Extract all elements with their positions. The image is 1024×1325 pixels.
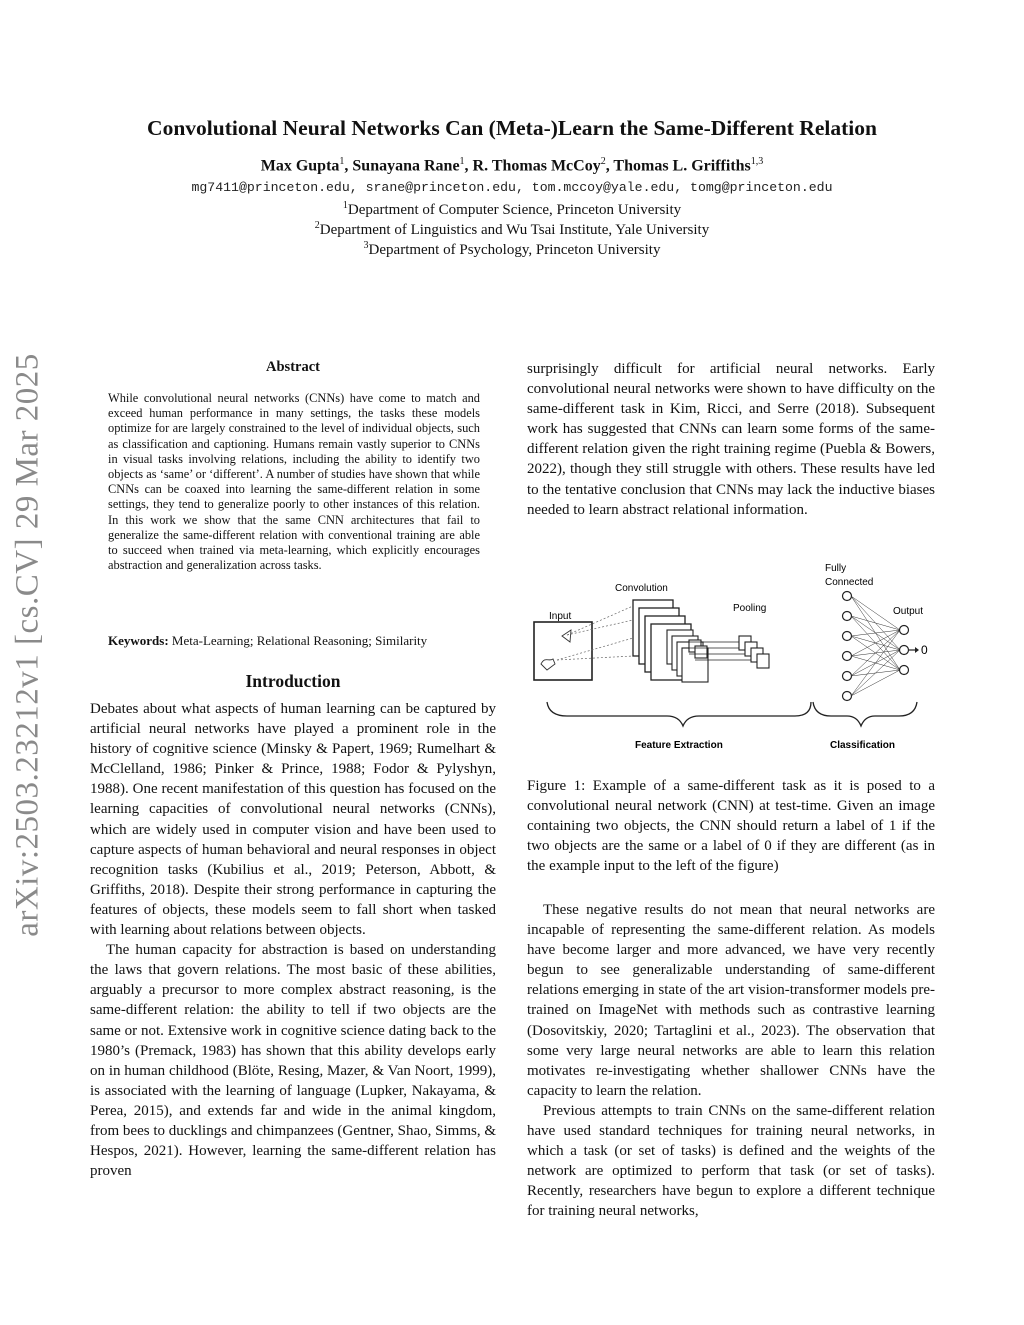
right-paragraph-top: surprisingly difficult for artificial neural networks. Early convolutional neural networks were shown to have difficulty on the same-different task in Kim, Ricci, and Serre (2018). Subsequent work has suggested that CNNs can learn some forms of the same-different relation given the right training regime (Puebla & Bowers, 2022), though they still struggle with others. These results have led to the tentative conclusion that CNNs may lack the inductive biases needed to learn abstract relational information. [527,361,935,518]
author-sup: 1 [339,156,345,167]
feature-extraction-brace [547,702,811,726]
affiliation-sup: 1 [342,200,348,211]
affiliation-sup: 3 [363,240,369,251]
abstract-text: While convolutional neural networks (CNNs) have come to match and exceed human performance in many settings, the tasks these models optimize for are largely constrained to the level of individual objects, such as classification and captioning. Humans remain vastly superior to CNNs in visual tasks involving relations, including the ability to identify two objects as ‘same’ or ‘different’. A number of studies have shown that while CNNs can be coaxed into learning the same-different relation in some settings, they tend to generalize poorly to other instances of this relation. In this work we show that the same CNN architectures that fail to generalize the same-different relation with conventional training are able to succeed when trained via meta-learning, which explicitly encourages abstraction and generalization across tasks. [108,391,480,573]
label-fully: Fully [825,563,847,574]
input-image-box [534,622,592,680]
affiliation-text: Department of Psychology, Princeton University [368,242,661,258]
right-column-top [527,359,935,520]
right-paragraph-bottom: Previous attempts to train CNNs on the same-different relation have used standard techniques for training neural networks, in which a task (or set of tasks) is defined and the weights of the network are optimized to perform that task (or set of tasks). Recently, researchers have begun to explore a different technique for training neural networks, [527,1102,935,1220]
intro-column [90,699,496,1181]
output-arrow-head [915,647,919,653]
section-heading-introduction: Introduction [245,671,341,691]
cnn-diagram [527,560,935,760]
affiliation-text: Department of Computer Science, Princeton University [347,202,682,218]
abstract-heading: Abstract [266,359,320,375]
affiliation [0,220,1024,239]
classification-brace [813,702,917,726]
pool-output-stack [739,636,769,668]
author-name: R. Thomas McCoy [472,157,601,175]
label-classification: Classification [830,740,896,751]
author-emails: mg7411@princeton.edu, srane@princeton.edu, tom.mccoy@yale.edu, tomg@princeton.edu [191,180,833,195]
keywords [108,633,480,649]
label-input: Input [549,611,572,622]
intro-paragraph-1: Debates about what aspects of human learning can be captured by artificial neural networks have played a prominent role in the history of cognitive science (Minsky & Papert, 1969; Rumelhart & McClelland, 1986; Pinker & Prince, 1988; Fodor & Pylyshyn, 1988). One recent manifestation of this question has focused on the learning capacities of convolutional neural networks (CNNs), which are widely used in computer vision and have been used to capture aspects of human behavioral and neural responses in object recognition tasks (Kubilius et al., 2019; Peterson, Abbott, & Griffiths, 2018). Despite their strong performance in capturing the features of objects, these models seem to fall short when tasked with learning about relations between objects. [90,701,496,939]
fully-connected-layer [843,592,852,701]
label-connected: Connected [825,577,874,588]
intro-paragraph-2: The human capacity for abstraction is based on understanding the laws that govern relations. The most basic of these abilities, arguably a precursor to more complex abstract reasoning, is the same-different relation: the ability to tell if two objects are the same or not. Extensive work in cognitive science dating back to the 1980’s (Premack, 1983) has shown that this ability develops early on in human childhood (Blöte, Resing, Mazer, & Van Noort, 1999), is associated with the learning of language (Lupker, Nakayama, & Perea, 2015), and extends far and wide in the animal kingdom, from bees to ducklings and chimpanzees (Gentner, Shao, Simms, & Hespos, 2021). However, learning the same-different relation has proven [90,942,496,1180]
label-convolution: Convolution [615,583,668,594]
affiliation-sup: 2 [314,220,320,231]
label-feature-extraction: Feature Extraction [635,740,723,751]
figure-1 [527,560,935,760]
author-list: Max Gupta$^1$, Sunayana Rane$^1$, R. Thomas McCoy$^2$, Thomas L. Griffiths$^{1,3}$ [260,156,764,175]
label-pooling: Pooling [733,603,767,614]
author-name: Sunayana Rane [352,157,460,175]
label-output-value: 0 [921,643,928,657]
author-sup: 1,3 [750,156,764,167]
label-output: Output [893,606,924,617]
affiliation [0,240,1024,259]
paper-title: Convolutional Neural Networks Can (Meta-)Learn the Same-Different Relation [147,116,877,140]
right-column-bottom [527,900,935,1222]
affiliation [0,200,1024,219]
figure-1-caption: Figure 1: Example of a same-different task as it is posed to a convolutional neural network (CNN) at test-time. Given an image containing two objects, the CNN should return a label of 1 if the two objects are the same or a label of 0 if they are different (as in the example input to the left of the figure) [527,778,935,875]
keywords-label: Keywords: [108,633,169,648]
output-layer [900,626,909,675]
affiliation-text: Department of Linguistics and Wu Tsai Institute, Yale University [319,222,710,238]
author-sup: 2 [600,156,606,167]
arxiv-id: arXiv:2503.23212v1 [cs.CV] 29 Mar 2025 [9,353,46,937]
keywords-text: Meta-Learning; Relational Reasoning; Similarity [171,633,428,648]
author-name: Thomas L. Griffiths [613,157,751,175]
right-paragraph-mid: These negative results do not mean that neural networks are incapable of representing the same-different relation. As models have become larger and more advanced, we have very recently begun to see generalizable understanding of same-different relations emerging in state of the art vision-transformer models pre-trained on ImageNet with methods such as contrastive learning (Dosovitskiy, 2020; Tartaglini et al., 2023). The observation that some very large neural networks are able to learn this relation motivates re-investigating whether shallower CNNs have the capacity to learn the relation. [527,902,935,1099]
author-sup: 1 [459,156,465,167]
author-name: Max Gupta [260,157,340,175]
